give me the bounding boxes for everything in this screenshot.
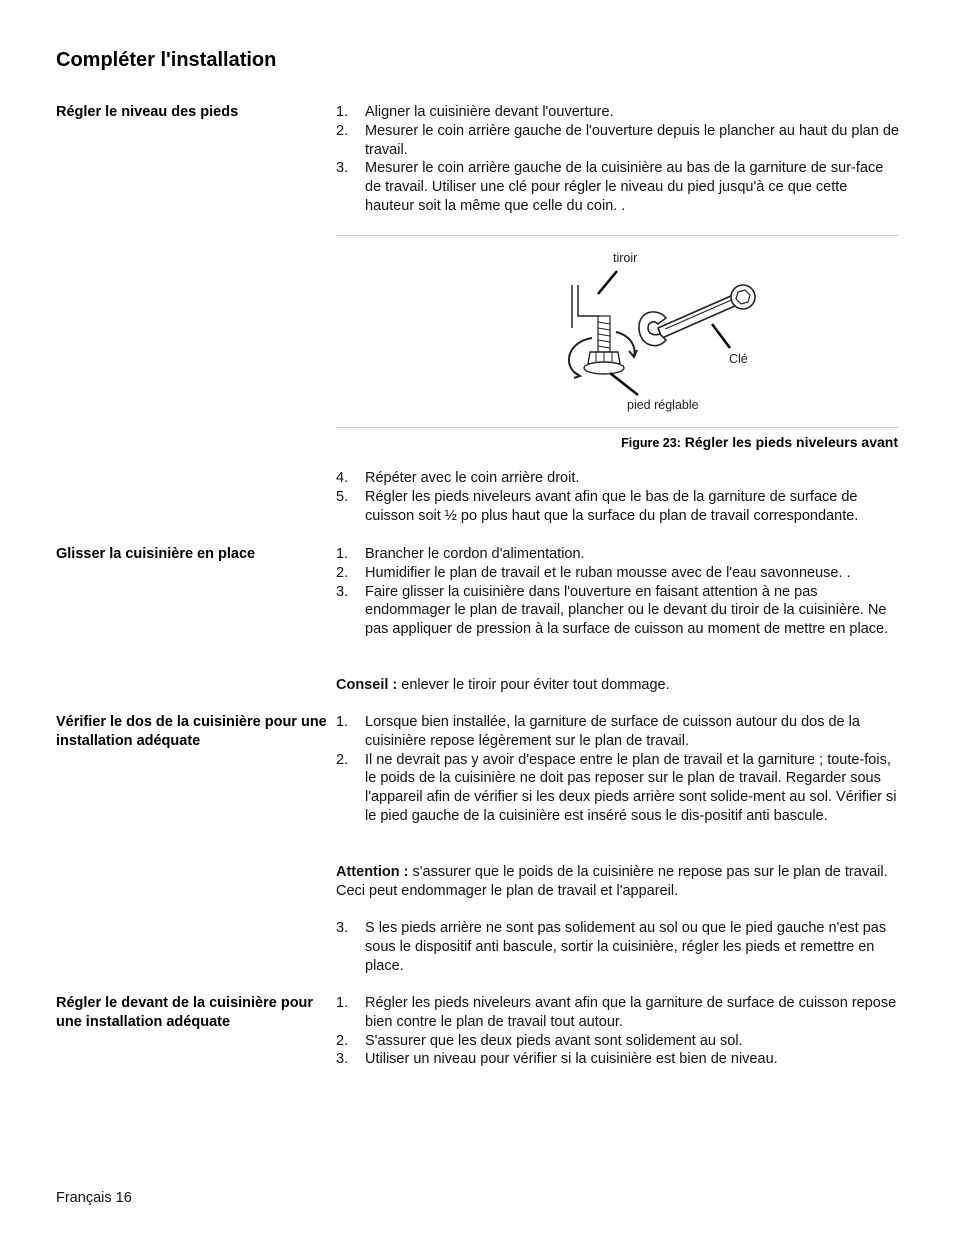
list-item (336, 583, 900, 639)
list-item-number: 1. (336, 546, 349, 562)
warning-label: Attention : (336, 864, 409, 880)
list-item-number: 5. (336, 488, 349, 505)
list-item (336, 751, 900, 826)
list-item-text: Aligner la cuisinière devant l'ouverture. (365, 104, 614, 120)
figure-bottom-divider (336, 427, 898, 428)
list-item-number: 4. (336, 470, 349, 486)
list-item (336, 1032, 900, 1051)
list-item-text: Régler les pieds niveleurs avant afin que le bas de la garniture de surface de cuisson soit ½ po plus haut que la surface du plan de travail correspondante. (365, 488, 859, 524)
list-item-text: Il ne devrait pas y avoir d'espace entre le plan de travail et la garniture ; toute-fois, le poids de la cuisinière ne doit pas reposer sur le plan de travail. Regarder sous l'appareil afin de vérifier si les deux pieds arrière sont solide-ment au sol. Vérifier si le pied gauche de la cuisinière est inséré sous le dis-positif anti bascule. (365, 751, 897, 824)
list-item (336, 1050, 900, 1069)
list-item (336, 488, 900, 526)
list-item-text: Faire glisser la cuisinière dans l'ouverture en faisant attention à ne pas endommager le plan de travail, plancher ou le devant du tiroir de la cuisinière. Ne pas appliquer de pression à la surface de cuisson au moment de mettre en place. (365, 583, 889, 638)
list-item-text: S les pieds arrière ne sont pas solidement au sol ou que le pied gauche n'est pas sous le dispositif anti bascule, sortir la cuisinière, régler les pieds et remettre en place. (365, 920, 887, 974)
list-item-text: Lorsque bien installée, la garniture de surface de cuisson autour du dos de la cuisinière repose légèrement sur le plan de travail. (365, 714, 860, 749)
wrench-foot-illustration (540, 240, 780, 420)
leveling-steps-b (336, 469, 900, 525)
label-wrench: Clé (729, 352, 748, 366)
figure-caption (621, 434, 898, 450)
tip-text: enlever le tiroir pour éviter tout dommage. (401, 677, 670, 693)
slide-steps (336, 545, 900, 639)
page-title: Compléter l'installation (56, 49, 277, 71)
warning-note (336, 863, 896, 901)
tip-note (336, 676, 896, 695)
list-item-number: 3. (336, 1051, 349, 1068)
list-item-text: Utiliser un niveau pour vérifier si la cuisinière est bien de niveau. (365, 1051, 778, 1068)
list-item (336, 122, 900, 160)
list-item-text: Mesurer le coin arrière gauche de la cuisinière au bas de la garniture de sur-face de travail. Utiliser une clé pour régler le niveau du pied jusqu'à ce que cette hauteur soit la même que celle du coin. . (365, 160, 884, 214)
section-label-back: Vérifier le dos de la cuisinière pour une installation adéquate (56, 714, 327, 749)
list-item (336, 545, 900, 564)
section-label-slide: Glisser la cuisinière en place (56, 546, 256, 562)
list-item-text: Mesurer le coin arrière gauche de l'ouverture depuis le plancher au haut du plan de travail. (365, 122, 899, 158)
leveling-steps-a (336, 103, 900, 216)
page-footer: Français 16 (56, 1190, 132, 1206)
list-item-number: 2. (336, 122, 349, 139)
list-item (336, 103, 900, 122)
figure-number: Figure 23: (621, 436, 681, 450)
list-item-number: 3. (336, 583, 349, 600)
label-adjustable-foot: pied réglable (627, 398, 699, 412)
warning-text: s'assurer que le poids de la cuisinière ne repose pas sur le plan de travail. Ceci peut endommager le plan de travail et l'appareil. (336, 864, 888, 899)
list-item (336, 564, 900, 583)
list-item-number: 1. (336, 104, 349, 120)
list-item (336, 713, 900, 751)
list-item-number: 1. (336, 995, 349, 1011)
list-item-text: Régler les pieds niveleurs avant afin que la garniture de surface de cuisson repose bien contre le plan de travail tout autour. (365, 995, 897, 1030)
back-steps (336, 713, 900, 826)
list-item-text: Répéter avec le coin arrière droit. (365, 470, 580, 486)
tip-label: Conseil : (336, 677, 398, 693)
section-label-front: Régler le devant de la cuisinière pour une installation adéquate (56, 995, 314, 1030)
list-item (336, 994, 900, 1032)
figure-caption-text: Régler les pieds niveleurs avant (684, 434, 898, 450)
list-item (336, 159, 900, 215)
list-item-number: 2. (336, 1032, 349, 1049)
list-item-number: 2. (336, 751, 349, 768)
list-item (336, 919, 900, 975)
back-steps-after (336, 919, 900, 975)
section-label-leveling: Régler le niveau des pieds (56, 104, 239, 120)
list-item-number: 3. (336, 160, 349, 177)
list-item-number: 1. (336, 714, 349, 730)
leveling-figure (540, 240, 780, 420)
list-item-text: Brancher le cordon d'alimentation. (365, 546, 585, 562)
list-item-number: 3. (336, 920, 349, 936)
front-steps (336, 994, 900, 1069)
list-item-text: S'assurer que les deux pieds avant sont solidement au sol. (365, 1032, 743, 1049)
label-drawer: tiroir (613, 251, 638, 265)
list-item (336, 469, 900, 488)
figure-top-divider (336, 235, 898, 236)
list-item-text: Humidifier le plan de travail et le ruban mousse avec de l'eau savonneuse. . (365, 564, 851, 581)
list-item-number: 2. (336, 564, 349, 581)
